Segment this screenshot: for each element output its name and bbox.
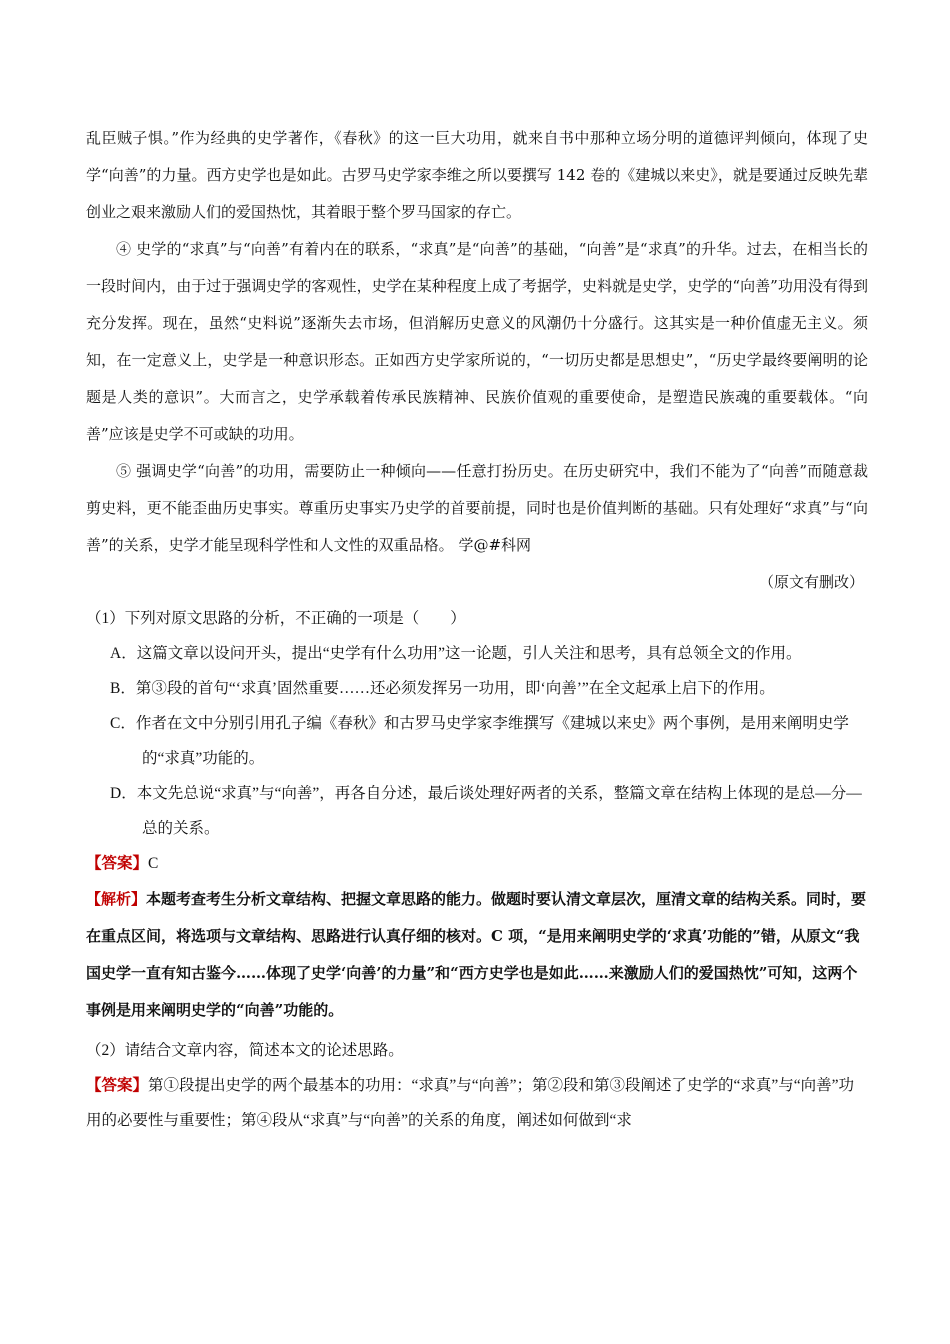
answer-value: C [148, 855, 159, 872]
question-1-option-d: D．本文先总说“求真”与“向善”，再各自分述，最后谈处理好两者的关系，整篇文章在结构上体现的是总—分—总的关系。 [110, 785, 862, 837]
question-1-option-b: B．第③段的首句“‘求真’固然重要……还必须发挥另一功用，即‘向善’”在全文起承上启下的作用。 [110, 680, 775, 697]
explanation-text: 本题考查考生分析文章结构、把握文章思路的能力。做题时要认清文章层次，厘清文章的结构关系。同时，要在重点区间，将选项与文章结构、思路进行认真仔细的核对。C 项，“是用来阐明史学的‘求真’功能的”错，从原文“我国史学一直有知古鉴今……体现了史学‘向善’的力量”和“西方史学也是如此……来激励人们的爱国热忱”可知，这两个事例是用来阐明史学的“向善”功能的。 [86, 890, 867, 1019]
question-1-option-c: C．作者在文中分别引用孔子编《春秋》和古罗马史学家李维撰写《建城以来史》两个事例，是用来阐明史学的“求真”功能的。 [110, 715, 849, 767]
question-1-stem: （1）下列对原文思路的分析，不正确的一项是（ ） [86, 610, 466, 627]
answer-tag: 【答案】 [86, 1077, 149, 1094]
document-page [86, 120, 868, 1138]
answer-tag: 【答案】 [86, 855, 149, 872]
source-note: （原文有删改） [758, 573, 864, 591]
question-1-answer [86, 846, 868, 881]
passage-paragraph-continued: 乱臣贼子惧。”作为经典的史学著作，《春秋》的这一巨大功用，就来自书中那种立场分明的道德评判倾向，体现了史学“向善”的力量。西方史学也是如此。古罗马史学家李维之所以要撰写 142 卷的《建城以来史》，就是要通过反映先辈创业之艰来激励人们的爱国热忱，其着眼于整个罗马国家的存亡。 [86, 129, 868, 221]
question-2-answer [86, 1068, 868, 1138]
question-1-explanation [86, 881, 868, 1029]
question-1-option-a: A．这篇文章以设问开头，提出“史学有什么功用”这一论题，引人关注和思考，具有总领全文的作用。 [110, 645, 802, 662]
passage-paragraph-5: ⑤ 强调史学“向善”的功用，需要防止一种倾向——任意打扮历史。在历史研究中，我们不能为了“向善”而随意裁剪史料，更不能歪曲历史事实。尊重历史事实乃史学的首要前提，同时也是价值判断的基础。只有处理好“求真”与“向善”的关系，史学才能呈现科学性和人文性的双重品格。 学@#科网 [86, 462, 868, 554]
question-2-stem: （2）请结合文章内容，简述本文的论述思路。 [86, 1042, 404, 1059]
passage-paragraph-4: ④ 史学的“求真”与“向善”有着内在的联系，“求真”是“向善”的基础，“向善”是“求真”的升华。过去，在相当长的一段时间内，由于过于强调史学的客观性，史学在某种程度上成了考据学，史料就是史学，史学的“向善”功用没有得到充分发挥。现在，虽然“史料说”逐渐失去市场，但消解历史意义的风潮仍十分盛行。这其实是一种价值虚无主义。须知，在一定意义上，史学是一种意识形态。正如西方史学家所说的，“一切历史都是思想史”，“历史学最终要阐明的论题是人类的意识”。大而言之，史学承载着传承民族精神、民族价值观的重要使命，是塑造民族魂的重要载体。“向善”应该是史学不可或缺的功用。 [86, 240, 868, 443]
explanation-tag: 【解析】 [86, 890, 147, 908]
answer-text: 第①段提出史学的两个最基本的功用：“求真”与“向善”；第②段和第③段阐述了史学的“求真”与“向善”功用的必要性与重要性；第④段从“求真”与“向善”的关系的角度，阐述如何做到“求 [86, 1077, 855, 1129]
